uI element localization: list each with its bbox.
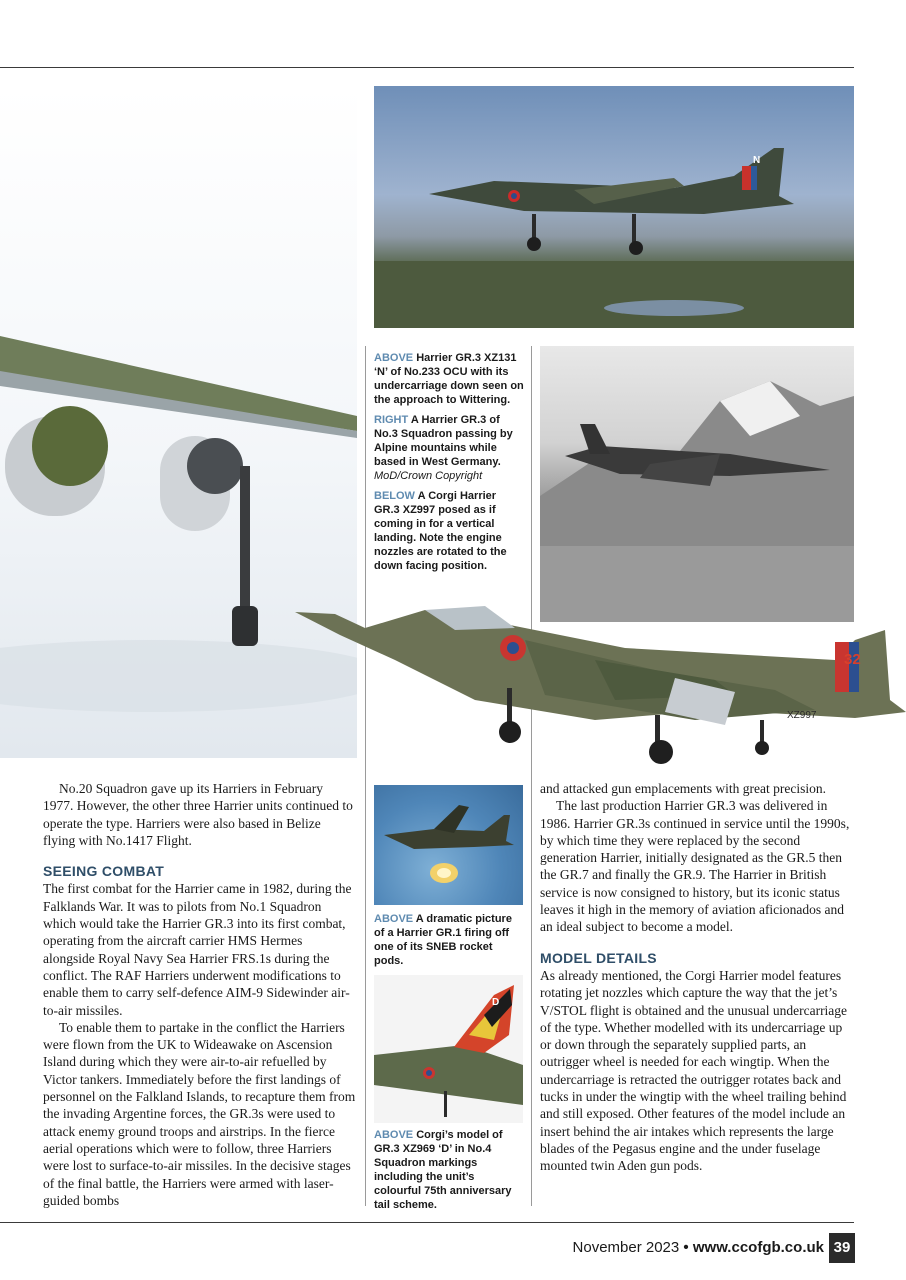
right-text-column — [540, 780, 852, 1175]
top-rule — [0, 67, 854, 68]
tail-letter-d: D — [492, 997, 500, 1008]
alpine-harrier-photo — [540, 346, 854, 622]
left-paragraph-2: The first combat for the Harrier came in 1982, during the Falklands War. It was to pilots from No.1 Squadron which would take the Harrier GR.3 into its first combat, operating from the aircraft carrier HMS Hermes alongside Royal Navy Sea Harrier FRS.1s during the conflict. The RAF Harriers underwent modifications to enable them to carry self-defence AIM-9 Sidewinder air-to-air missiles. — [43, 881, 352, 1018]
left-text-column — [43, 780, 356, 1209]
footer — [573, 1239, 824, 1256]
bottom-rule — [0, 1222, 854, 1223]
caption-above-approach: ABOVE Harrier GR.3 XZ131 ‘N’ of No.233 OCU with its undercarriage down seen on the approach to Wittering. — [374, 352, 524, 406]
caption-stack — [374, 351, 524, 573]
column-divider-right — [531, 346, 532, 1206]
xz969-tail-photo — [374, 975, 523, 1123]
caption-above-tail: ABOVE Corgi’s model of GR.3 XZ969 ‘D’ in No.4 Squadron markings including the unit’s colourful 75th anniversary tail scheme. — [374, 1129, 512, 1211]
left-paragraph-3: To enable them to partake in the conflict the Harriers were flown from the UK to Wideawake on Ascension Island during which they were air-to-air refuelled by Victor tankers. Immediately before the first landings of personnel on the Falkland Islands, to recapture them from the invading Argentine forces, the GR.3s were used to attack enemy ground troops and airstrips. In the fierce aerial operations which were to follow, three Harriers were lost to surface-to-air missiles. In the decisive stages of the final battle, the Harriers were armed with laser-guided bombs — [43, 1019, 356, 1208]
footer-website[interactable]: www.ccofgb.co.uk — [692, 1239, 824, 1256]
heading-model-details: MODEL DETAILS — [540, 949, 657, 966]
harrier-approach-photo — [374, 86, 854, 328]
caption-above-rocket: ABOVE A dramatic picture of a Harrier GR.1 firing off one of its SNEB rocket pods. — [374, 913, 512, 967]
caption-below-model: BELOW A Corgi Harrier GR.3 XZ997 posed as if coming in for a vertical landing. Note the engine nozzles are rotated to the down facing position. — [374, 490, 507, 572]
tail-code: 32 — [844, 651, 861, 668]
right-paragraph-3: As already mentioned, the Corgi Harrier model features rotating jet nozzles which capture the way that the jet’s V/STOL flight is obtained and the unusual undercarriage of the type. Whether modelled with its undercarriage up or down through the separately supplied parts, an outrigger wheel is needed for each wingtip. When the undercarriage is retracted the outrigger rotates back and tucks in under the wingtip with the wheel trailing behind and still exposed. Other features of the model include an insert behind the air intakes which represents the large blades of the Pegasus engine and the under fuselage mounted twin Aden gun pods. — [540, 967, 848, 1174]
footer-date: November 2023 — [572, 1239, 680, 1256]
right-paragraph-2: The last production Harrier GR.3 was delivered in 1986. Harrier GR.3s continued in service until the 1990s, by which time they were replaced by the second generation Harrier, initially designated as the GR.5 then the GR.7 and finally the GR.9. The Harrier in British service is now consigned to history, but its iconic status leaves it high in the memory of aviation aficionados and an ideal subject to become a model. — [540, 798, 850, 935]
footer-bullet: • — [683, 1239, 689, 1256]
corgi-harrier-xz997-photo — [295, 600, 906, 775]
column-divider-left — [365, 346, 366, 1206]
heading-seeing-combat: SEEING COMBAT — [43, 863, 165, 880]
gr1-rocket-photo — [374, 785, 523, 905]
photo-credit: MoD/Crown Copyright — [374, 470, 483, 482]
right-paragraph-1: and attacked gun emplacements with great precision. — [540, 781, 827, 796]
caption-right-alpine: RIGHT A Harrier GR.3 of No.3 Squadron passing by Alpine mountains while based in West Germany. MoD/Crown Copyright — [374, 413, 524, 483]
tail-letter: N — [753, 155, 761, 166]
left-paragraph-1: No.20 Squadron gave up its Harriers in February 1977. However, the other three Harrier units continued to operate the type. Harriers were also based in Belize flying with No.1417 Flight. — [43, 781, 353, 848]
model-serial: XZ997 — [787, 710, 817, 721]
page-number: 39 — [829, 1233, 855, 1263]
